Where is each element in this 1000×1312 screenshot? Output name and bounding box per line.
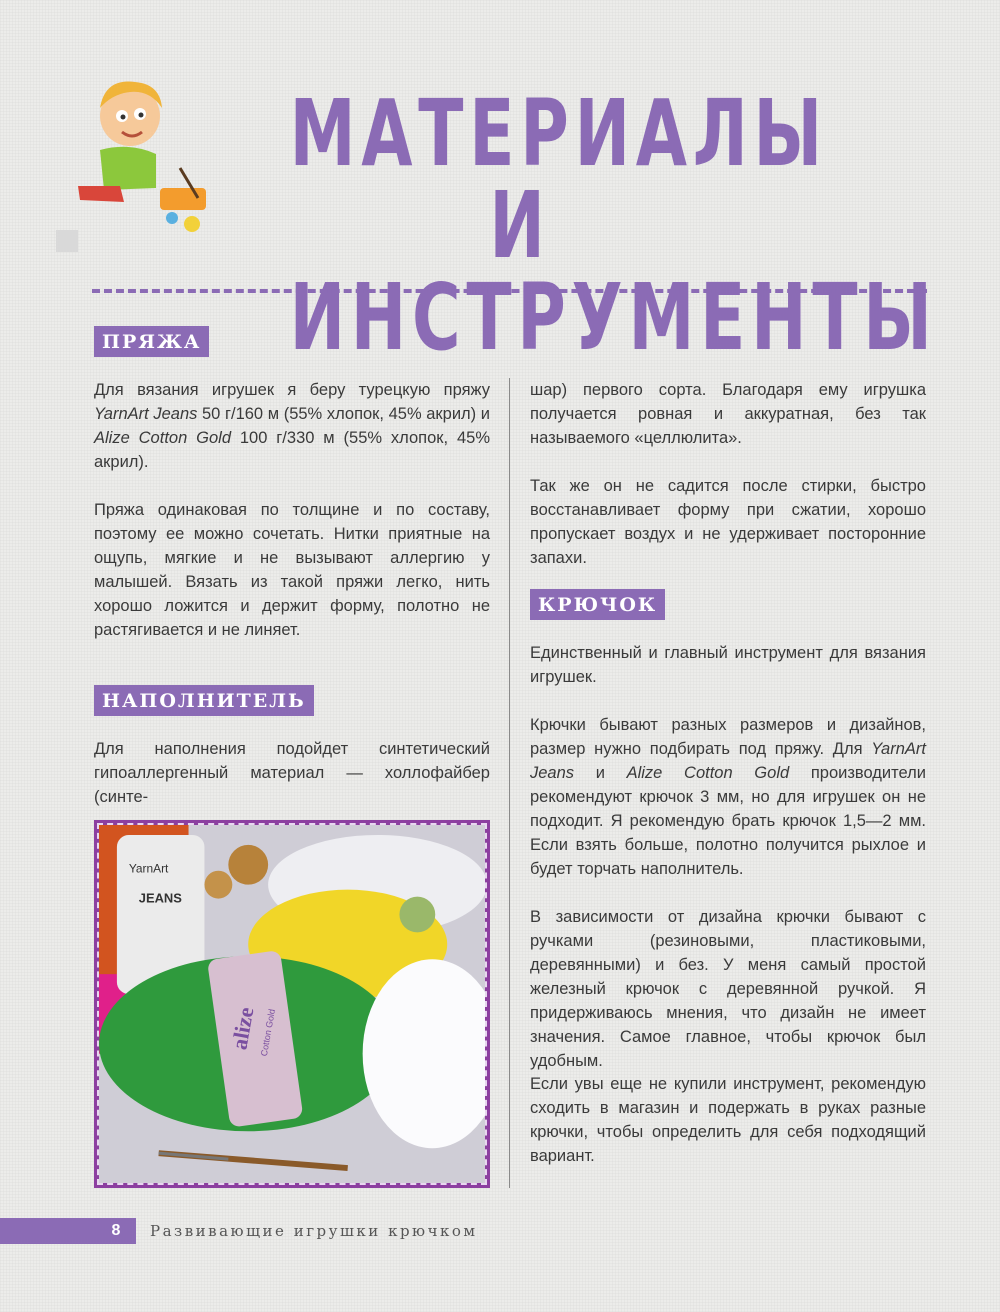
heading-yarn: ПРЯЖА	[94, 326, 209, 357]
column-divider	[509, 378, 510, 1188]
yarnart-label: YarnArt	[128, 861, 169, 876]
dashed-divider	[92, 289, 927, 293]
filler-paragraph-1-right: шар) первого сорта. Благодаря ему игрушка получается ровная и аккуратная, без так называемого «целлюлита».	[530, 381, 926, 447]
cotton-gold-label: Cotton Gold	[258, 1008, 277, 1057]
page-title-line2: И ИНСТРУМЕНТЫ	[289, 172, 938, 371]
filler-paragraph-2: Так же он не садится после стирки, быстро восстанавливает форму при сжатии, хорошо пропускает воздух и не удерживает посторонние запахи.	[530, 477, 926, 567]
hook-paragraph-3: В зависимости от дизайна крючки бывают с ручками (резиновыми, пластиковыми, деревянными) и без. У меня самый простой железный крючок с деревянной ручкой. Я придерживаюсь мнения, что дизайн не имеет значения. Самое главное, чтобы крючок был удобным.	[530, 908, 926, 1070]
heading-filler: НАПОЛНИТЕЛЬ	[94, 685, 314, 716]
yarn-photo	[94, 820, 490, 1188]
hook-paragraph-1: Единственный и главный инструмент для вязания игрушек.	[530, 644, 926, 686]
page-number: 8	[111, 1222, 121, 1239]
yarn-paragraph-1: Для вязания игрушек я беру турецкую пряжу YarnArt Jeans 50 г/160 м (55% хлопок, 45% акрил) и Alize Cotton Gold 100 г/330 м (55% хлопок, 45% акрил).	[94, 381, 491, 471]
hook-paragraph-4: Если увы еще не купили инструмент, рекомендую сходить в магазин и подержать в руках разные крючки, чтобы определить для себя подходящий вариант.	[530, 1075, 926, 1165]
hook-paragraph-2: Крючки бывают разных размеров и дизайнов, размер нужно подбирать под пряжу. Для YarnArt Jeans и Alize Cotton Gold производители рекомендуют крючок 3 мм, но для игрушек он не подходит. Я рекомендую брать крючок 1,5—2 мм. Если взять больше, полотно получится рыхлое и будет торчать наполнитель.	[530, 716, 926, 878]
footer-book-title: Развивающие игрушки крючком	[150, 1222, 478, 1240]
yarn-paragraph-2: Пряжа одинаковая по толщине и по составу, поэтому ее можно сочетать. Нитки приятные на ощупь, мягкие и не вызывают аллергию у малышей. Вязать из такой пряжи легко, нить хорошо ложится и держит форму, полотно не растягивается и не линяет.	[94, 501, 490, 639]
heading-hook: КРЮЧОК	[530, 589, 665, 620]
decorative-square	[56, 230, 78, 252]
jeans-label: JEANS	[138, 890, 182, 906]
filler-paragraph-1-left: Для наполнения подойдет синтетический гипоаллергенный материал — холлофайбер (синте-	[94, 740, 490, 806]
alize-label: alize	[227, 1005, 259, 1052]
page-title-line1: МАТЕРИАЛЫ	[289, 80, 828, 187]
kid-drawing-illustration	[60, 68, 220, 248]
